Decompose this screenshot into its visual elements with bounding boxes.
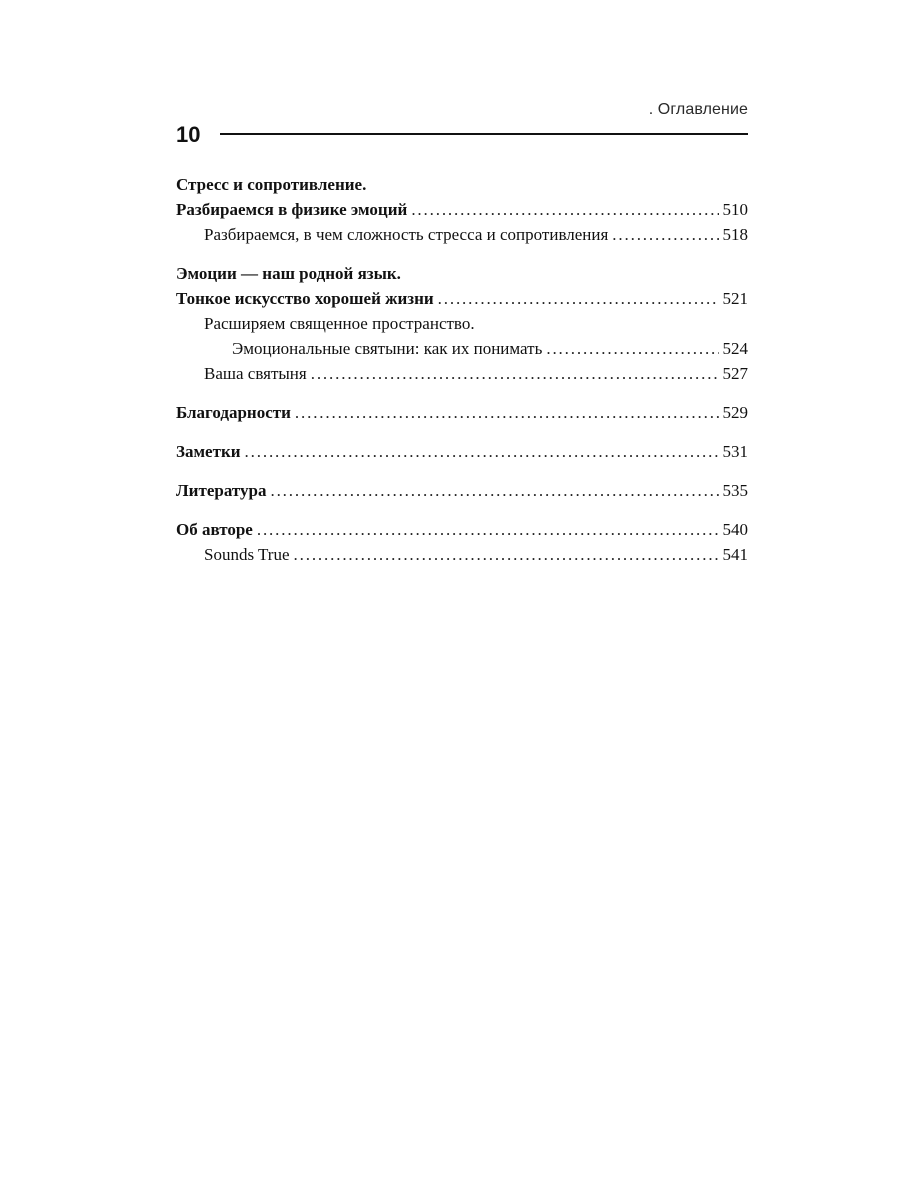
toc-section-thanks xyxy=(176,400,748,425)
toc-section-stress xyxy=(176,172,748,247)
page-number: 10 xyxy=(176,122,201,147)
toc-entry-title: Благодарности xyxy=(176,403,291,422)
toc-subentry-title: Разбираемся, в чем сложность стресса и сопротивления xyxy=(204,225,609,244)
toc-entry-title: Литература xyxy=(176,481,267,500)
running-header-title: . Оглавление xyxy=(648,101,748,118)
toc-subentry[interactable] xyxy=(176,336,748,361)
toc-entry-title: Разбираемся в физике эмоций xyxy=(176,200,408,219)
toc-page-number: 518 xyxy=(722,225,748,244)
toc-page-number: 524 xyxy=(722,339,748,358)
toc-entry-title: Тонкое искусство хорошей жизни xyxy=(176,289,434,308)
toc-entry[interactable] xyxy=(176,439,748,464)
toc-dot-leader xyxy=(612,222,718,247)
toc-entry[interactable] xyxy=(176,286,748,311)
toc-entry-title: Заметки xyxy=(176,442,241,461)
toc-dot-leader xyxy=(546,336,718,361)
toc-page-number: 527 xyxy=(722,364,748,383)
toc-subentry-title: Ваша святыня xyxy=(204,364,307,383)
toc-subentry-title: Эмоциональные святыни: как их понимать xyxy=(232,339,543,358)
toc-entry-title: Стресс и сопротивление. xyxy=(176,175,367,194)
toc-subentry-title: Расширяем священное пространство. xyxy=(204,314,475,333)
toc-entry-title: Об авторе xyxy=(176,520,253,539)
toc-dot-leader xyxy=(295,400,719,425)
toc-page-number: 541 xyxy=(722,545,748,564)
toc-subentry[interactable] xyxy=(176,542,748,567)
toc-subentry[interactable] xyxy=(176,361,748,386)
toc-dot-leader xyxy=(257,517,719,542)
toc-section-emotions xyxy=(176,261,748,386)
toc-entry-title-line xyxy=(176,261,748,286)
toc-section-notes xyxy=(176,439,748,464)
toc-dot-leader xyxy=(245,439,719,464)
table-of-contents xyxy=(176,172,748,567)
header-rule xyxy=(220,133,748,135)
toc-dot-leader xyxy=(438,286,719,311)
toc-subentry[interactable] xyxy=(176,222,748,247)
toc-page-number: 510 xyxy=(722,200,748,219)
toc-entry[interactable] xyxy=(176,197,748,222)
toc-subentry-title-line xyxy=(176,311,748,336)
toc-page-number: 521 xyxy=(722,289,748,308)
toc-entry[interactable] xyxy=(176,517,748,542)
toc-section-author xyxy=(176,517,748,567)
toc-page-number: 529 xyxy=(722,403,748,422)
toc-page-number: 540 xyxy=(722,520,748,539)
toc-entry[interactable] xyxy=(176,478,748,503)
toc-dot-leader xyxy=(270,478,718,503)
toc-dot-leader xyxy=(294,542,719,567)
toc-entry[interactable] xyxy=(176,400,748,425)
toc-entry-title: Эмоции — наш родной язык. xyxy=(176,264,401,283)
toc-dot-leader xyxy=(311,361,719,386)
toc-entry-title-line xyxy=(176,172,748,197)
toc-dot-leader xyxy=(411,197,718,222)
toc-section-literature xyxy=(176,478,748,503)
toc-subentry-title: Sounds True xyxy=(204,545,290,564)
toc-page-number: 535 xyxy=(722,481,748,500)
toc-page-number: 531 xyxy=(722,442,748,461)
